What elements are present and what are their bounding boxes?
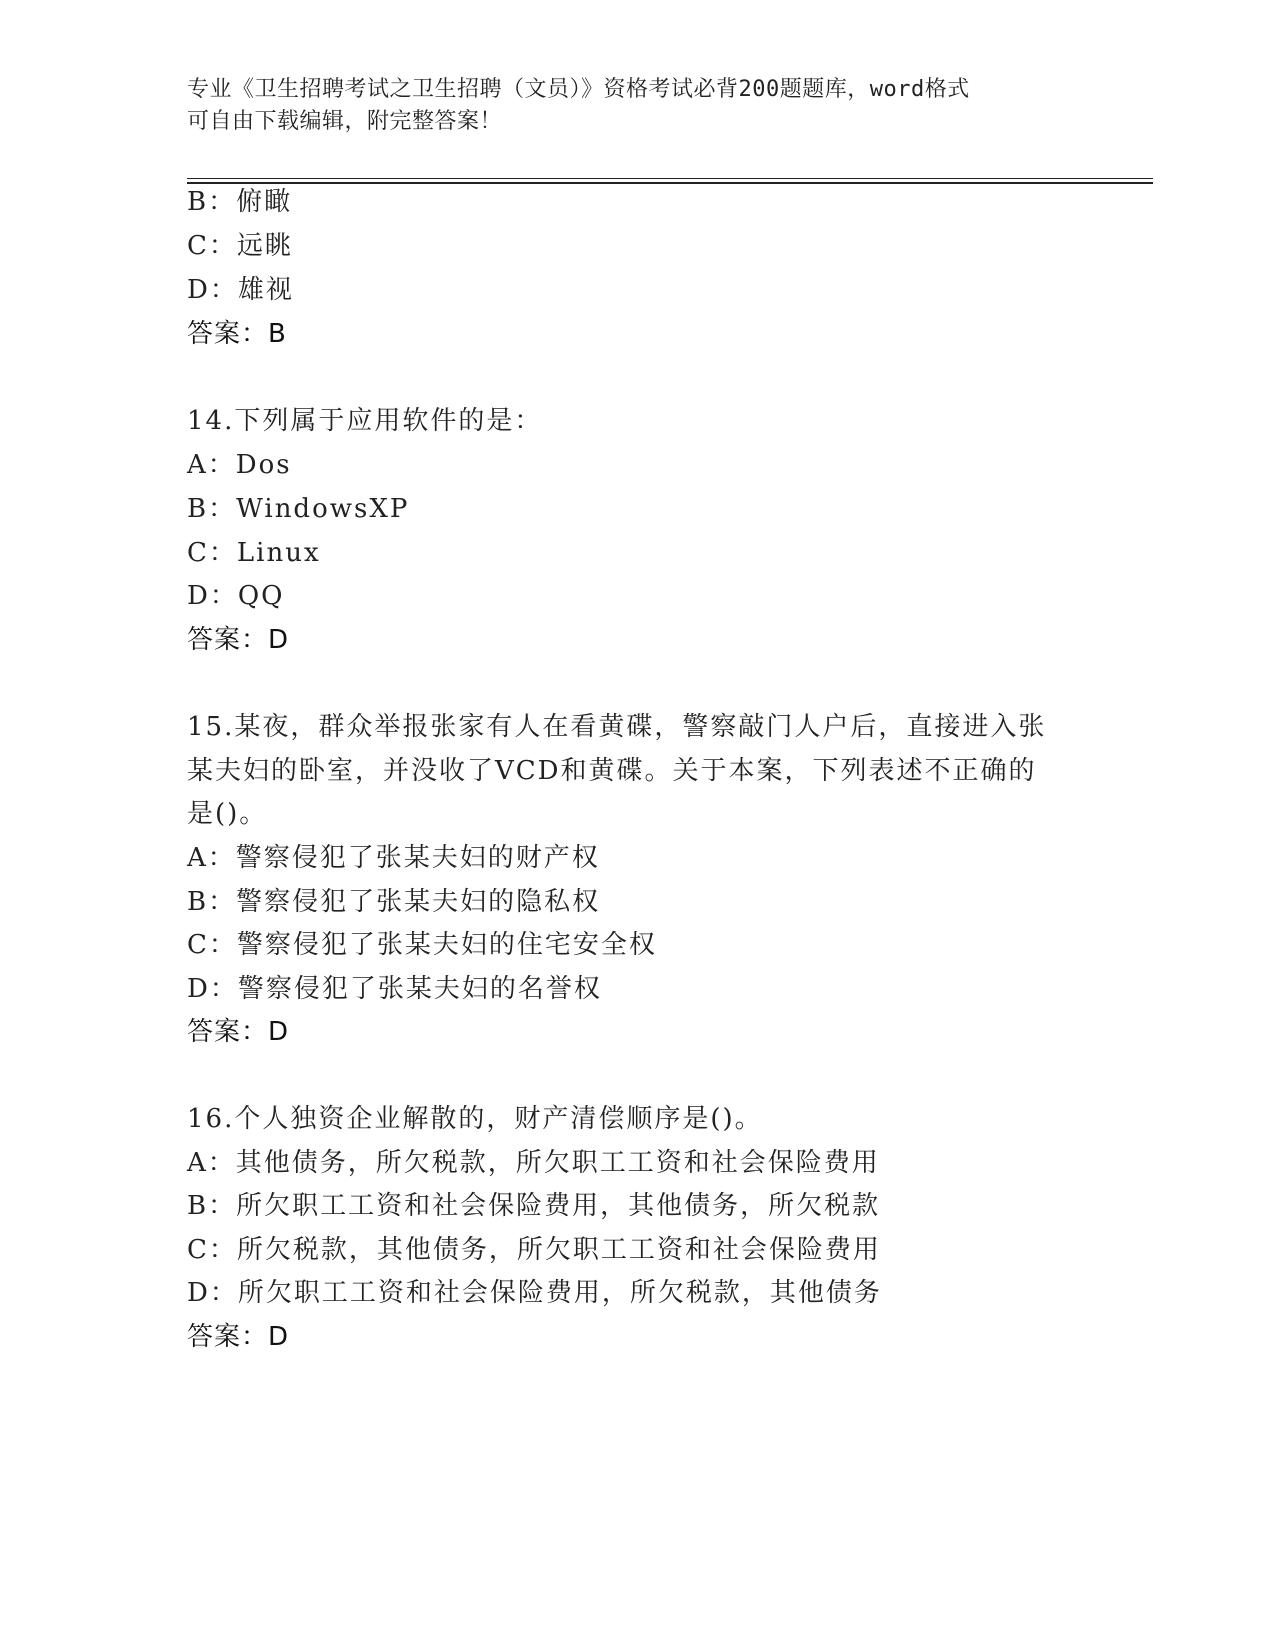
q16-option-c: C：所欠税款，其他债务，所欠职工工资和社会保险费用 [187, 1235, 881, 1265]
q13-answer: 答案：B [187, 319, 287, 349]
header-divider-thin [187, 178, 1153, 179]
q16-option-b: B：所欠职工工资和社会保险费用，其他债务，所欠税款 [187, 1191, 881, 1221]
q16-stem: 16.个人独资企业解散的，财产清偿顺序是()。 [187, 1104, 763, 1134]
q15-answer: 答案：D [187, 1017, 290, 1047]
q15-stem-line-1: 15.某夜，群众举报张家有人在看黄碟，警察敲门人户后，直接进入张 [187, 712, 1047, 742]
q16-answer: 答案：D [187, 1322, 290, 1352]
q14-option-d: D：QQ [187, 581, 285, 611]
q15-stem-line-3: 是()。 [187, 799, 268, 829]
q14-answer: 答案：D [187, 625, 290, 655]
header-title-line-1: 专业《卫生招聘考试之卫生招聘（文员）》资格考试必背200题题库，word格式 [187, 77, 970, 102]
q13-option-c: C：远眺 [187, 231, 293, 261]
q14-option-c: C：Linux [187, 538, 321, 568]
q14-stem: 14.下列属于应用软件的是： [187, 406, 543, 436]
q16-option-a: A：其他债务，所欠税款，所欠职工工资和社会保险费用 [187, 1148, 880, 1178]
q14-option-a: A：Dos [187, 450, 292, 480]
header-divider-thick [187, 182, 1153, 184]
q13-option-d: D：雄视 [187, 275, 294, 305]
q14-option-b: B：WindowsXP [187, 494, 410, 524]
q15-stem-line-2: 某夫妇的卧室，并没收了VCD和黄碟。关于本案，下列表述不正确的 [187, 756, 1037, 786]
q15-option-c: C：警察侵犯了张某夫妇的住宅安全权 [187, 930, 657, 960]
q13-option-b: B：俯瞰 [187, 187, 293, 217]
q15-option-b: B：警察侵犯了张某夫妇的隐私权 [187, 887, 601, 917]
document-header [187, 74, 1087, 138]
q16-option-d: D：所欠职工工资和社会保险费用，所欠税款，其他债务 [187, 1278, 882, 1308]
q15-option-d: D：警察侵犯了张某夫妇的名誉权 [187, 974, 602, 1004]
q15-option-a: A：警察侵犯了张某夫妇的财产权 [187, 843, 600, 873]
header-title-line-2: 可自由下载编辑，附完整答案！ [187, 109, 503, 134]
